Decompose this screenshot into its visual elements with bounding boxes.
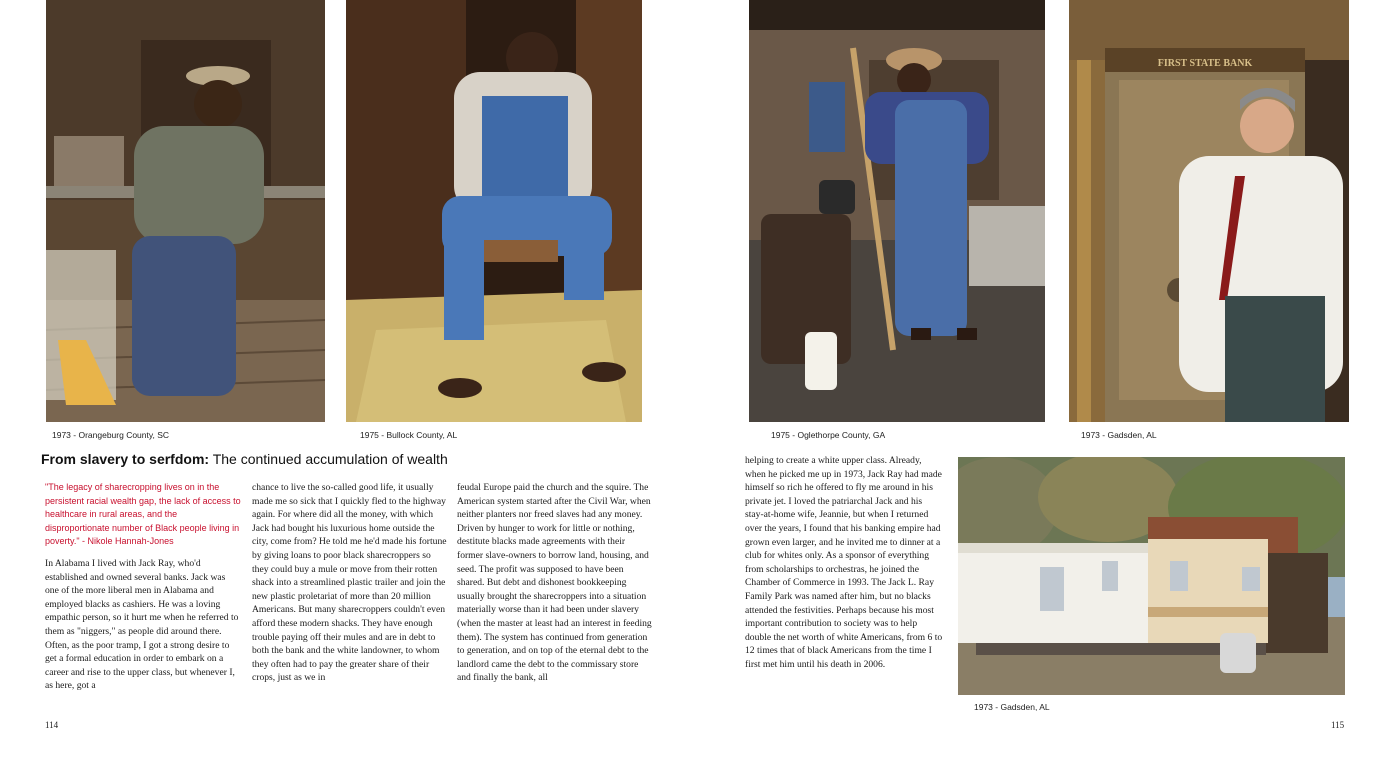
page-number-left: 114 [45, 720, 59, 730]
photo-gadsden-bank-image [1069, 0, 1349, 422]
paragraph: helping to create a white upper class. Already, when he picked me up in 1973, Jack Ray had made himself so rich he offered to fly me around in his private jet. I loved the patriarchal Jack and his stay-at-home wife, Jeannie, but when I returned over the years, I found that his banking empire had grown even larger, and he invited me to dinner at a club for whites only. As a sponsor of everything from scholarships to orchestras, he joined the Chamber of Commerce in 1993. The Jack L. Ray Family Park was named after him, but no blacks attended the festivities. Perhaps because his most important contribution to society was to help double the net worth of white Americans, from 6 to 12 times that of black Americans from the time I first met him until his death in 2006. [745, 455, 943, 670]
photo-caption: 1973 - Gadsden, AL [974, 702, 1050, 712]
text-column-1 [45, 481, 241, 693]
page-number-right: 115 [1331, 720, 1345, 730]
vault-sign: FIRST STATE BANK [1157, 58, 1253, 69]
photo-caption: 1973 - Gadsden, AL [1081, 430, 1157, 440]
photo-orangeburg [46, 0, 325, 422]
article-heading [41, 451, 448, 467]
photo-caption: 1973 - Orangeburg County, SC [52, 430, 170, 440]
heading-rest: The continued accumulation of wealth [209, 451, 448, 467]
photo-caption: 1975 - Bullock County, AL [360, 430, 458, 440]
pull-quote: "The legacy of sharecropping lives on in the persistent racial wealth gap, the lack of access to healthcare in rural areas, and the disproportionate number of Black people living in poverty." - Nikole Hannah-Jones [45, 482, 241, 547]
photo-oglethorpe-image [749, 0, 1045, 422]
photo-orangeburg-image [46, 0, 325, 422]
photo-oglethorpe [749, 0, 1045, 422]
photo-caption: 1975 - Oglethorpe County, GA [771, 430, 886, 440]
text-column-4 [745, 454, 943, 672]
text-column-3 [457, 481, 653, 685]
photo-gadsden-trailer [958, 457, 1345, 695]
text-column-2 [252, 481, 447, 685]
photo-bullock [346, 0, 642, 422]
photo-gadsden-trailer-image [958, 457, 1345, 695]
paragraph: In Alabama I lived with Jack Ray, who'd established and owned several banks. Jack was one of the more liberal men in Alabama and employed blacks as cashiers. He was a loving empathic person, so it hurt me when he referred to them as "niggers," as people did around there. Often, as the poor tramp, I got a strong desire to get a formal education in order to embark on a career and rise to the upper class, but whenever I, as here, got a [45, 557, 239, 692]
paragraph: chance to live the so-called good life, it usually made me so sick that I quickly fled to the highway again. For where did all the money, with which Jack had bought his luxurious home outside the city, come from? He told me he'd made his fortune by giving loans to poor black sharecroppers so they could buy a mule or move from their rotten shack into a streamlined plastic trailer and join the new plastic proletariat of more than 20 million Americans. But many sharecroppers couldn't even afford these modern shacks. They have enough trouble paying off their mules and are in debt to both the bank and the white landowner, to whom they often had to pay the greater share of their crops, just as we in [252, 482, 447, 684]
heading-bold: From slavery to serfdom: [41, 451, 210, 467]
photo-bullock-image [346, 0, 642, 422]
photo-gadsden-bank [1069, 0, 1349, 422]
paragraph: feudal Europe paid the church and the squire. The American system started after the Civil War, when neither planters nor freed slaves had any money. Driven by hunger to work for little or nothing, destitute blacks made agreements with their former slave-owners to borrow land, housing, and seed. The profit was supposed to have been shared. But debt and dishonest bookkeeping usually brought the sharecroppers into a situation materially worse than it had been under slavery (when the master at least had an interest in feeding them). The system has continued from generation to generation, and on top of the eternal debt to the landlord came the debt to the commissary store and finally the bank, all [457, 482, 652, 684]
